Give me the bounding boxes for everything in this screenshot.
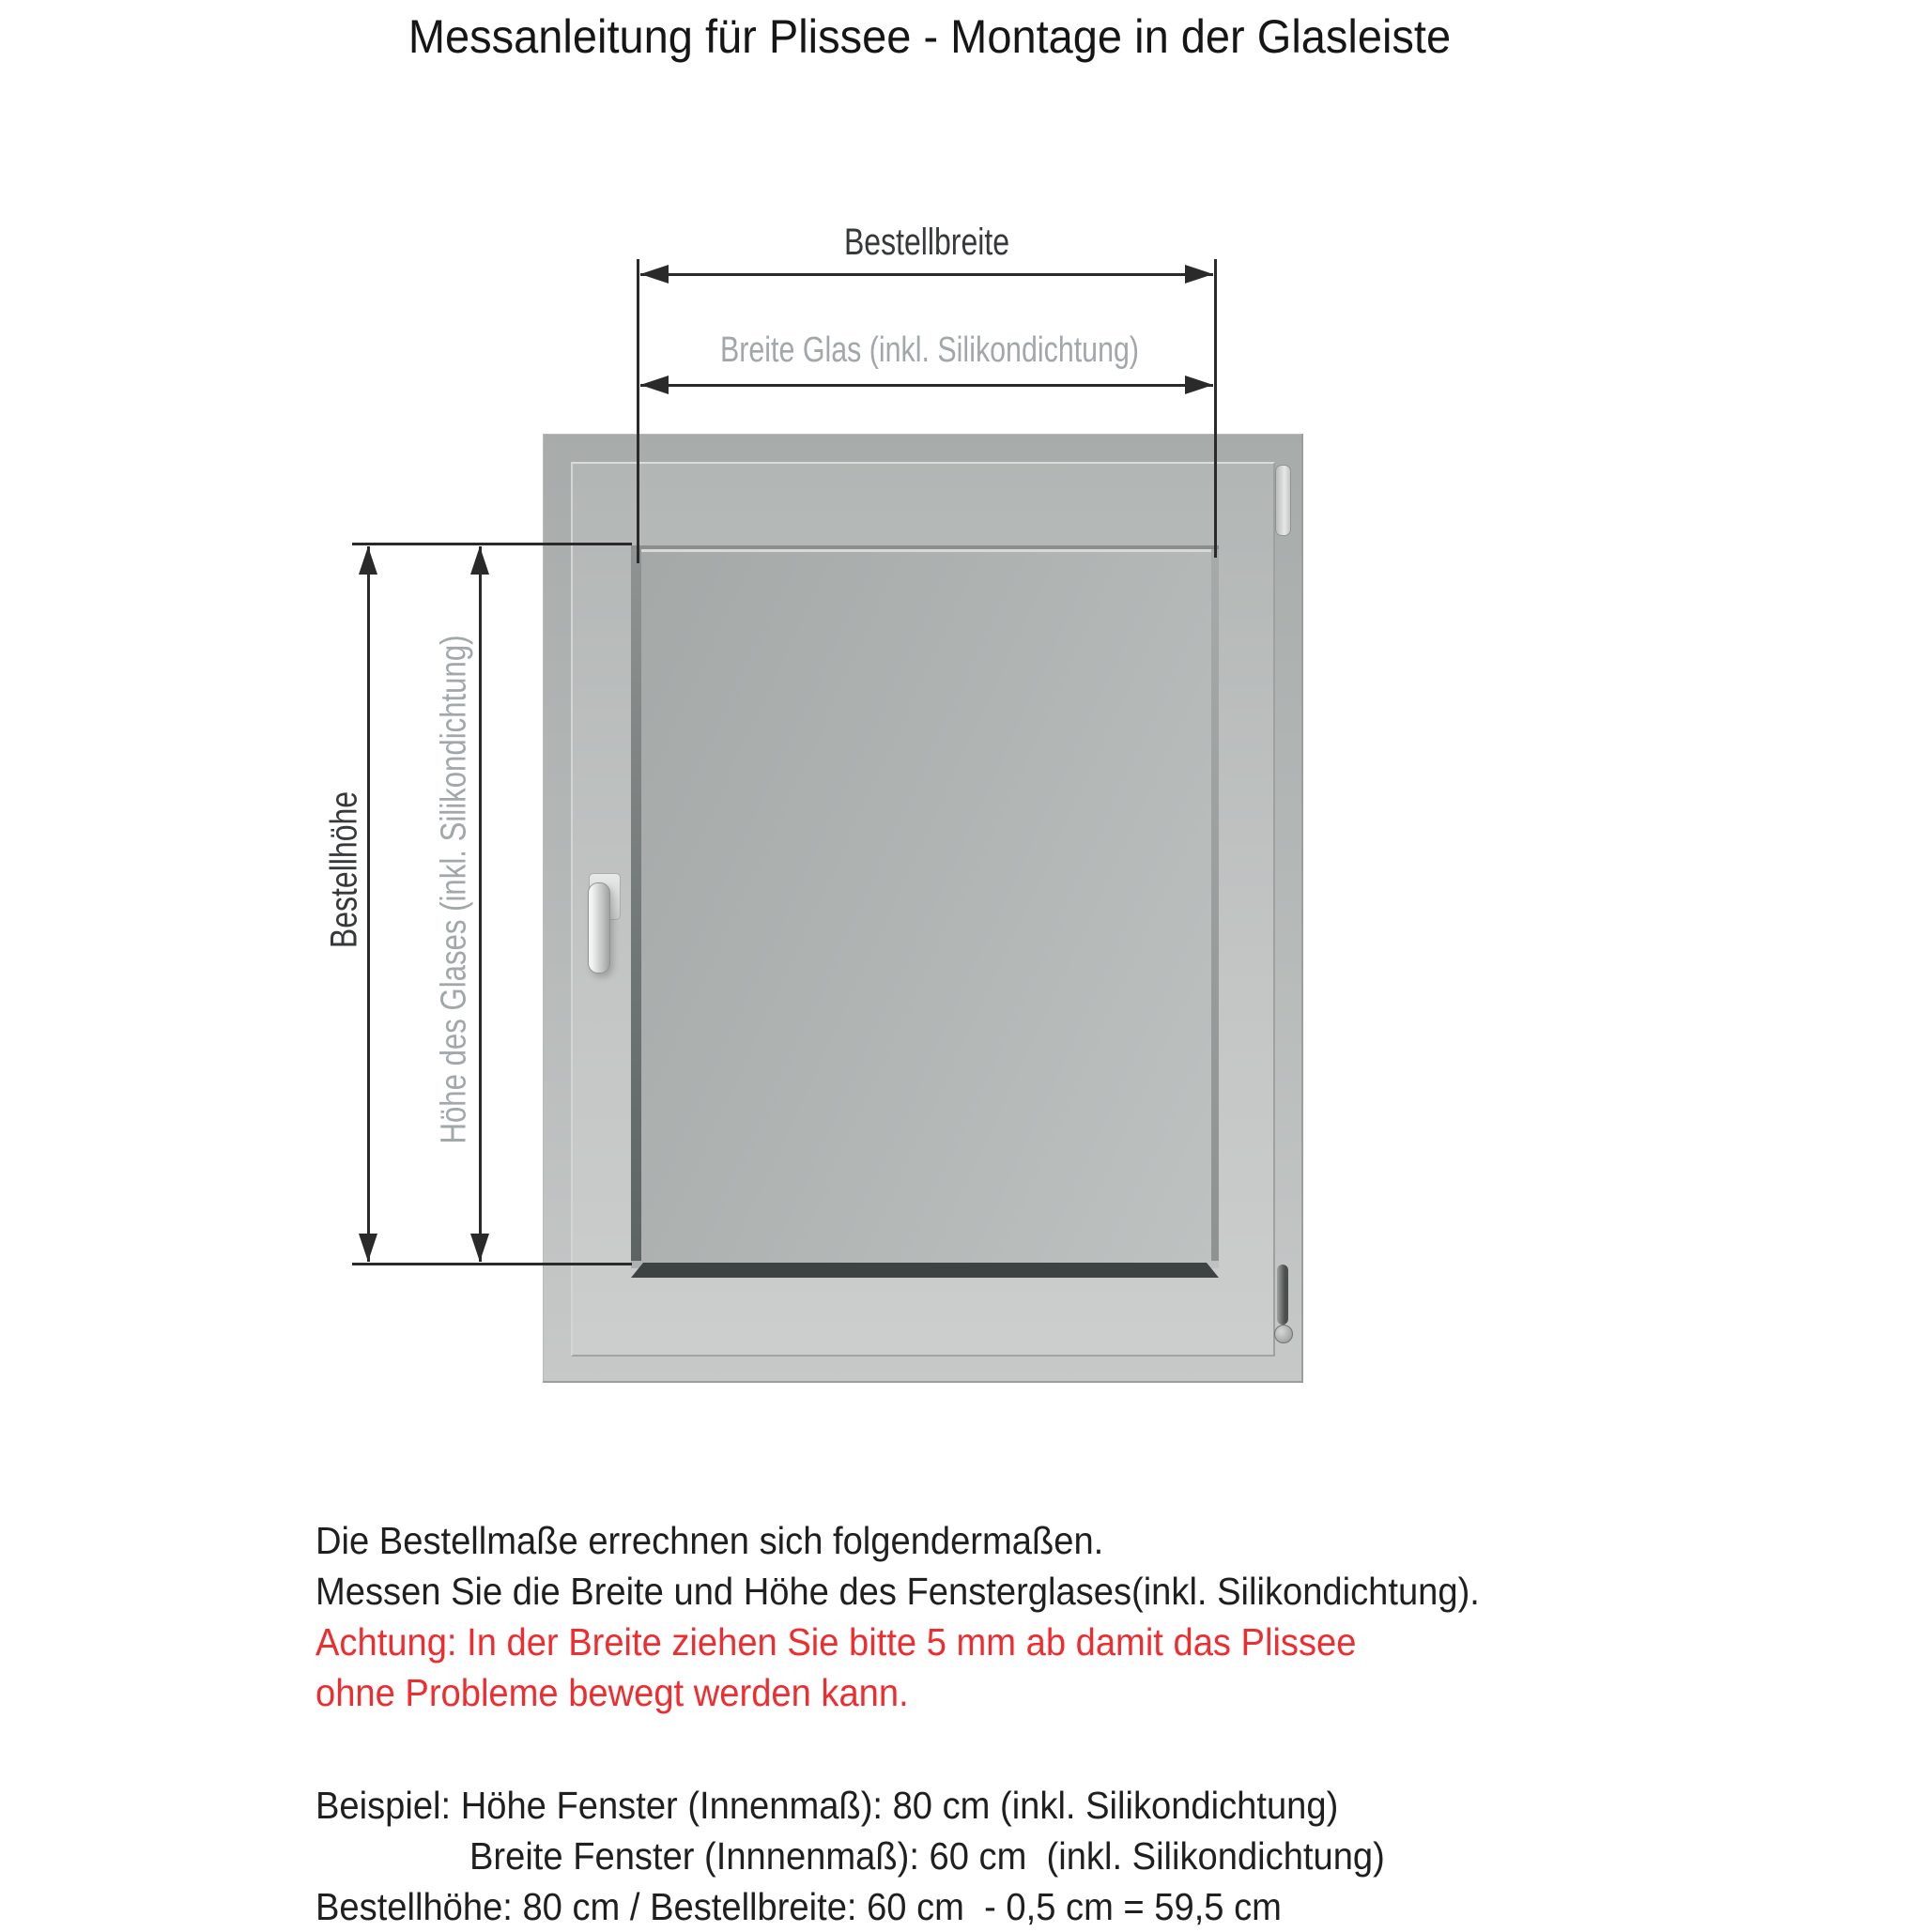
window-frame — [543, 434, 1303, 1383]
arrowhead-right-icon — [1185, 376, 1213, 394]
warning-line-1: Achtung: In der Breite ziehen Sie bitte 5 mm ab damit das Plissee — [315, 1620, 1357, 1664]
page-title: Messanleitung für Plissee - Montage in der Glasleiste — [408, 10, 1452, 63]
extension-line-top — [352, 543, 632, 545]
example-line-3: Bestellhöhe: 80 cm / Bestellbreite: 60 cm - 0,5 cm = 59,5 cm — [315, 1885, 1282, 1928]
arrowhead-right-icon — [1185, 265, 1213, 284]
window-glass — [631, 545, 1219, 1268]
dim-line-bestellhoehe — [367, 546, 370, 1262]
arrowhead-down-icon — [359, 1234, 377, 1262]
window-hinge-top — [1275, 465, 1291, 536]
extension-line-left — [637, 259, 639, 563]
dim-label-breite-glas: Breite Glas (inkl. Silikondichtung) — [719, 330, 1140, 370]
example-line-2: Breite Fenster (Innnenmaß): 60 cm (inkl. Silikondichtung) — [469, 1834, 1385, 1878]
dim-line-bestellbreite — [640, 273, 1213, 276]
window-handle-lever — [588, 882, 610, 974]
glass-bevel-bottom — [631, 1263, 1219, 1278]
extension-line-right — [1214, 259, 1217, 558]
dim-label-hoehe-glas: Höhe des Glases (inkl. Silikondichtung) — [434, 635, 474, 1144]
dim-label-bestellhoehe: Bestellhöhe — [323, 790, 365, 949]
arrowhead-left-icon — [640, 265, 669, 284]
window-hinge-bottom — [1277, 1265, 1288, 1325]
arrowhead-down-icon — [470, 1234, 489, 1262]
dim-line-hoehe-glas — [479, 546, 482, 1262]
arrowhead-up-icon — [359, 546, 377, 575]
window-hinge-bottom-knob — [1274, 1325, 1293, 1343]
glass-bevel-left — [631, 549, 641, 1261]
dim-label-bestellbreite: Bestellbreite — [843, 222, 1010, 263]
extension-line-bottom — [352, 1263, 632, 1265]
instruction-line-1: Die Bestellmaße errechnen sich folgendermaßen. — [315, 1519, 1104, 1562]
glass-bevel-right — [1211, 549, 1219, 1261]
arrowhead-left-icon — [640, 376, 669, 394]
instruction-line-2: Messen Sie die Breite und Höhe des Fensterglases(inkl. Silikondichtung). — [315, 1570, 1480, 1613]
dim-line-breite-glas — [640, 384, 1213, 387]
example-line-1: Beispiel: Höhe Fenster (Innenmaß): 80 cm (inkl. Silikondichtung) — [315, 1784, 1339, 1827]
warning-line-2: ohne Probleme bewegt werden kann. — [315, 1671, 909, 1714]
